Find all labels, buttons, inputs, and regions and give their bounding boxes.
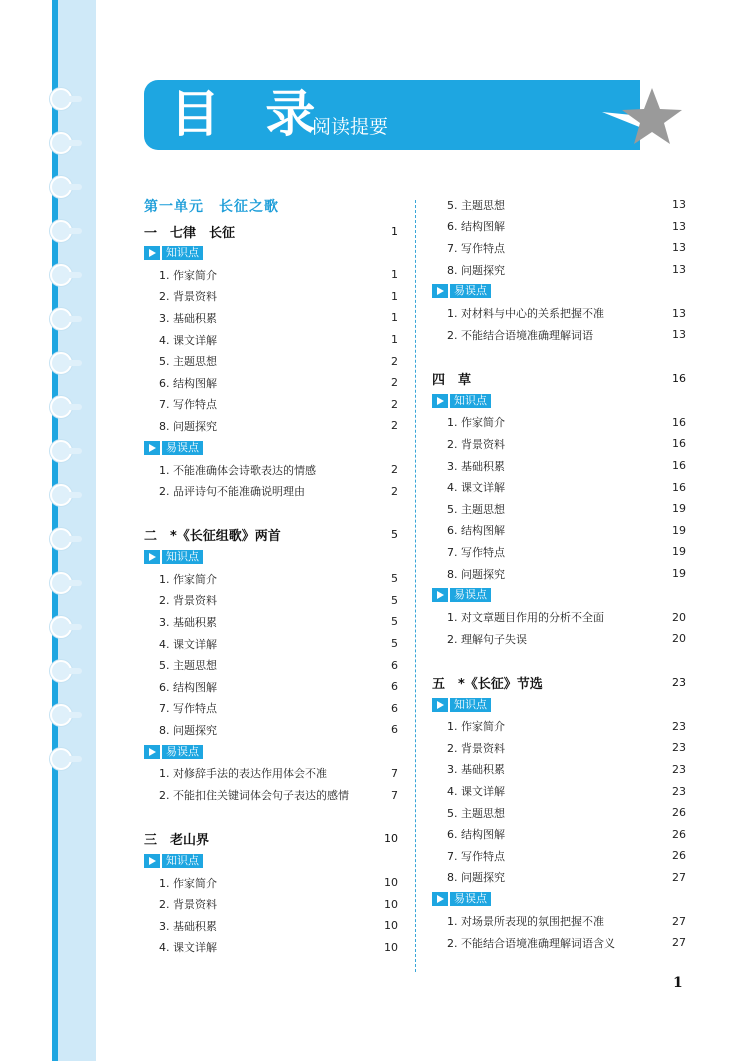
entry-title: 2. 背景资料 (159, 594, 217, 608)
binding-ring (50, 572, 72, 594)
entry-page: 10 (384, 919, 398, 933)
chapter-title: 三 老山界 (144, 833, 210, 849)
entry-title: 8. 问题探究 (447, 567, 505, 581)
entry-page: 16 (672, 459, 686, 473)
entry-title: 5. 主题思想 (159, 355, 217, 369)
entry-page: 23 (672, 719, 686, 733)
chapter-title: 四 草 (432, 373, 472, 389)
entry-page: 2 (391, 376, 398, 390)
entry-title: 6. 结构图解 (447, 828, 505, 842)
errors-tag (432, 584, 686, 606)
toc-entry[interactable] (432, 498, 686, 520)
toc-entry[interactable] (144, 480, 398, 502)
entry-title: 1. 对材料与中心的关系把握不准 (447, 307, 604, 321)
toc-entry[interactable] (432, 455, 686, 477)
entry-title: 4. 课文详解 (447, 481, 505, 495)
toc-entry[interactable] (144, 893, 398, 915)
entry-page: 5 (391, 593, 398, 607)
chapter-title: 二 *《长征组歌》两首 (144, 529, 281, 545)
entry-title: 7. 写作特点 (447, 241, 505, 255)
page-title: 目 录 (170, 85, 330, 143)
chapter-heading[interactable] (144, 524, 398, 546)
toc-entry[interactable] (144, 415, 398, 437)
chapter-page: 16 (672, 372, 686, 386)
binding-ring (50, 264, 72, 286)
section-gap (432, 346, 686, 368)
toc-entry[interactable] (144, 459, 398, 481)
entry-title: 4. 课文详解 (447, 785, 505, 799)
entry-title: 7. 写作特点 (447, 849, 505, 863)
play-arrow-icon (144, 550, 160, 564)
knowledge-tag (432, 390, 686, 412)
entry-page: 10 (384, 897, 398, 911)
entry-title: 3. 基础积累 (159, 615, 217, 629)
toc-entry[interactable] (144, 611, 398, 633)
page-subtitle: 阅读提要 (312, 116, 389, 138)
entry-page: 6 (391, 701, 398, 715)
entry-title: 3. 基础积累 (159, 919, 217, 933)
toc-entry[interactable] (432, 563, 686, 585)
toc-entry[interactable] (432, 845, 686, 867)
chapter-heading[interactable] (432, 672, 686, 694)
errors-tag (432, 280, 686, 302)
entry-page: 1 (391, 289, 398, 303)
entry-page: 16 (672, 480, 686, 494)
toc-entry[interactable] (144, 784, 398, 806)
entry-title: 5. 主题思想 (159, 659, 217, 673)
entry-title: 7. 写作特点 (447, 545, 505, 559)
chapter-heading[interactable] (144, 828, 398, 850)
entry-page: 6 (391, 723, 398, 737)
entry-title: 5. 主题思想 (447, 806, 505, 820)
play-arrow-icon (144, 854, 160, 868)
entry-page: 23 (672, 784, 686, 798)
entry-title: 1. 作家简介 (447, 720, 505, 734)
entry-page: 26 (672, 849, 686, 863)
section-gap (432, 650, 686, 672)
toc-entry[interactable] (432, 237, 686, 259)
entry-title: 1. 对文章题目作用的分析不全面 (447, 611, 604, 625)
entry-page: 1 (391, 311, 398, 325)
entry-title: 2. 不能结合语境准确理解词语 (447, 328, 593, 342)
knowledge-tag (144, 242, 398, 264)
binding-ring (50, 660, 72, 682)
toc-entry[interactable] (432, 433, 686, 455)
toc-entry[interactable] (144, 654, 398, 676)
binding-ring (50, 704, 72, 726)
play-arrow-icon (432, 892, 448, 906)
entry-page: 16 (672, 415, 686, 429)
entry-page: 13 (672, 328, 686, 342)
entry-page: 2 (391, 354, 398, 368)
entry-page: 1 (391, 333, 398, 347)
entry-title: 6. 结构图解 (159, 680, 217, 694)
entry-title: 8. 问题探究 (159, 419, 217, 433)
binding-ring (50, 440, 72, 462)
knowledge-tag (144, 546, 398, 568)
entry-title: 3. 基础积累 (447, 459, 505, 473)
entry-page: 26 (672, 827, 686, 841)
chapter-page: 10 (384, 832, 398, 846)
toc-entry[interactable] (432, 606, 686, 628)
play-arrow-icon (432, 588, 448, 602)
entry-page: 27 (672, 936, 686, 950)
knowledge-tag (144, 850, 398, 872)
tag-label: 知识点 (450, 394, 491, 408)
toc-entry[interactable] (144, 264, 398, 286)
entry-page: 2 (391, 397, 398, 411)
toc-entry[interactable] (144, 307, 398, 329)
binding-margin (0, 0, 52, 1061)
entry-title: 2. 不能结合语境准确理解词语含义 (447, 936, 615, 950)
entry-title: 1. 对修辞手法的表达作用体会不准 (159, 767, 327, 781)
toc-entry[interactable] (432, 802, 686, 824)
chapter-page: 23 (672, 676, 686, 689)
toc-entry[interactable] (432, 259, 686, 281)
entry-title: 2. 理解句子失误 (447, 632, 527, 646)
toc-entry[interactable] (432, 412, 686, 434)
toc-entry[interactable] (432, 780, 686, 802)
tag-label: 易误点 (450, 588, 491, 602)
entry-page: 19 (672, 567, 686, 581)
binding-ring (50, 220, 72, 242)
entry-page: 5 (391, 572, 398, 586)
entry-title: 2. 背景资料 (447, 437, 505, 451)
tag-label: 知识点 (162, 854, 203, 868)
binding-ring (50, 176, 72, 198)
entry-page: 1 (391, 268, 398, 282)
entry-page: 20 (672, 610, 686, 624)
entry-page: 5 (391, 637, 398, 651)
toc-entry[interactable] (432, 324, 686, 346)
tag-label: 知识点 (450, 698, 491, 712)
entry-title: 7. 写作特点 (159, 398, 217, 412)
entry-page: 20 (672, 632, 686, 646)
toc-entry[interactable] (432, 628, 686, 650)
toc-entry[interactable] (144, 329, 398, 351)
toc-entry[interactable] (144, 763, 398, 785)
binding-ring (50, 484, 72, 506)
entry-title: 1. 作家简介 (159, 876, 217, 890)
toc-entry[interactable] (144, 676, 398, 698)
toc-entry[interactable] (432, 716, 686, 738)
toc-entry[interactable] (144, 394, 398, 416)
toc-entry[interactable] (432, 541, 686, 563)
entry-title: 5. 主题思想 (447, 502, 505, 516)
errors-tag (432, 888, 686, 910)
play-arrow-icon (144, 745, 160, 759)
binding-ring (50, 308, 72, 330)
entry-page: 27 (672, 870, 686, 884)
page-number: 1 (673, 975, 683, 991)
entry-title: 2. 不能扣住关键词体会句子表达的感情 (159, 789, 349, 803)
entry-title: 2. 背景资料 (159, 898, 217, 912)
toc-entry[interactable] (432, 867, 686, 889)
entry-page: 2 (391, 484, 398, 498)
knowledge-tag (432, 694, 686, 716)
entry-title: 1. 作家简介 (159, 268, 217, 282)
entry-title: 7. 写作特点 (159, 702, 217, 716)
chapter-title: 五 *《长征》节选 (432, 677, 543, 692)
entry-page: 19 (672, 502, 686, 516)
toc-entry[interactable] (144, 915, 398, 937)
binding-ring (50, 396, 72, 418)
section-gap (144, 806, 398, 828)
column-divider (415, 200, 416, 972)
toc-entry[interactable] (432, 932, 686, 954)
toc-entry[interactable] (144, 372, 398, 394)
errors-tag (144, 437, 398, 459)
chapter-heading[interactable] (144, 220, 398, 242)
toc-entry[interactable] (144, 350, 398, 372)
entry-page: 5 (391, 615, 398, 629)
entry-page: 23 (672, 741, 686, 755)
toc-left-column (144, 194, 398, 958)
star-icon (602, 82, 682, 162)
toc-entry[interactable] (144, 590, 398, 612)
entry-title: 1. 对场景所表现的氛围把握不准 (447, 915, 604, 929)
toc-entry[interactable] (432, 759, 686, 781)
entry-page: 6 (391, 680, 398, 694)
entry-page: 13 (672, 219, 686, 233)
chapter-heading[interactable] (432, 368, 686, 390)
toc-entry[interactable] (144, 872, 398, 894)
chapter-page: 1 (391, 224, 398, 238)
entry-title: 3. 基础积累 (159, 311, 217, 325)
entry-title: 6. 结构图解 (159, 376, 217, 390)
entry-page: 19 (672, 545, 686, 559)
toc-entry[interactable] (432, 302, 686, 324)
play-arrow-icon (432, 284, 448, 298)
entry-title: 4. 课文详解 (159, 941, 217, 955)
toc-entry[interactable] (144, 568, 398, 590)
binding-ring (50, 88, 72, 110)
entry-page: 13 (672, 241, 686, 255)
entry-title: 8. 问题探究 (447, 263, 505, 277)
entry-page: 27 (672, 914, 686, 928)
play-arrow-icon (144, 246, 160, 260)
entry-title: 2. 背景资料 (159, 290, 217, 304)
play-arrow-icon (432, 394, 448, 408)
section-gap (144, 502, 398, 524)
toc-entry[interactable] (144, 719, 398, 741)
tag-label: 易误点 (450, 284, 491, 298)
chapter-page: 5 (391, 528, 398, 542)
entry-page: 7 (391, 766, 398, 780)
entry-title: 6. 结构图解 (447, 220, 505, 234)
entry-title: 4. 课文详解 (159, 333, 217, 347)
unit-title: 第一单元 长征之歌 (144, 199, 279, 215)
chapter-title: 一 七律 长征 (144, 225, 236, 241)
entry-title: 5. 主题思想 (447, 198, 505, 212)
entry-title: 2. 背景资料 (447, 741, 505, 755)
errors-tag (144, 741, 398, 763)
binding-ring (50, 748, 72, 770)
tag-label: 易误点 (162, 441, 203, 455)
entry-page: 16 (672, 437, 686, 451)
entry-title: 8. 问题探究 (447, 871, 505, 885)
play-arrow-icon (432, 698, 448, 712)
entry-page: 19 (672, 523, 686, 537)
entry-page: 13 (672, 306, 686, 320)
entry-page: 6 (391, 658, 398, 672)
toc-right-column (432, 194, 686, 953)
toc-entry[interactable] (144, 937, 398, 959)
entry-title: 1. 作家简介 (159, 572, 217, 586)
binding-ring (50, 352, 72, 374)
tag-label: 易误点 (450, 892, 491, 906)
entry-page: 26 (672, 806, 686, 820)
entry-page: 2 (391, 463, 398, 477)
toc-entry[interactable] (144, 698, 398, 720)
toc-entry[interactable] (432, 476, 686, 498)
entry-page: 13 (672, 198, 686, 212)
entry-page: 10 (384, 940, 398, 954)
toc-entry[interactable] (432, 737, 686, 759)
entry-page: 2 (391, 419, 398, 433)
binding-ring (50, 132, 72, 154)
entry-title: 3. 基础积累 (447, 763, 505, 777)
entry-title: 6. 结构图解 (447, 524, 505, 538)
tag-label: 知识点 (162, 550, 203, 564)
play-arrow-icon (144, 441, 160, 455)
toc-entry[interactable] (144, 286, 398, 308)
entry-title: 1. 不能准确体会诗歌表达的情感 (159, 463, 316, 477)
entry-page: 10 (384, 876, 398, 890)
binding-ring (50, 616, 72, 638)
entry-page: 23 (672, 762, 686, 776)
toc-entry[interactable] (432, 520, 686, 542)
binding-ring (50, 528, 72, 550)
entry-page: 13 (672, 263, 686, 277)
entry-title: 4. 课文详解 (159, 637, 217, 651)
toc-entry[interactable] (432, 823, 686, 845)
toc-entry[interactable] (432, 194, 686, 216)
entry-page: 7 (391, 788, 398, 802)
entry-title: 1. 作家简介 (447, 416, 505, 430)
entry-title: 2. 品评诗句不能准确说明理由 (159, 485, 305, 499)
entry-title: 8. 问题探究 (159, 723, 217, 737)
toc-entry[interactable] (432, 216, 686, 238)
tag-label: 易误点 (162, 745, 203, 759)
toc-entry[interactable] (432, 910, 686, 932)
tag-label: 知识点 (162, 246, 203, 260)
toc-entry[interactable] (144, 633, 398, 655)
